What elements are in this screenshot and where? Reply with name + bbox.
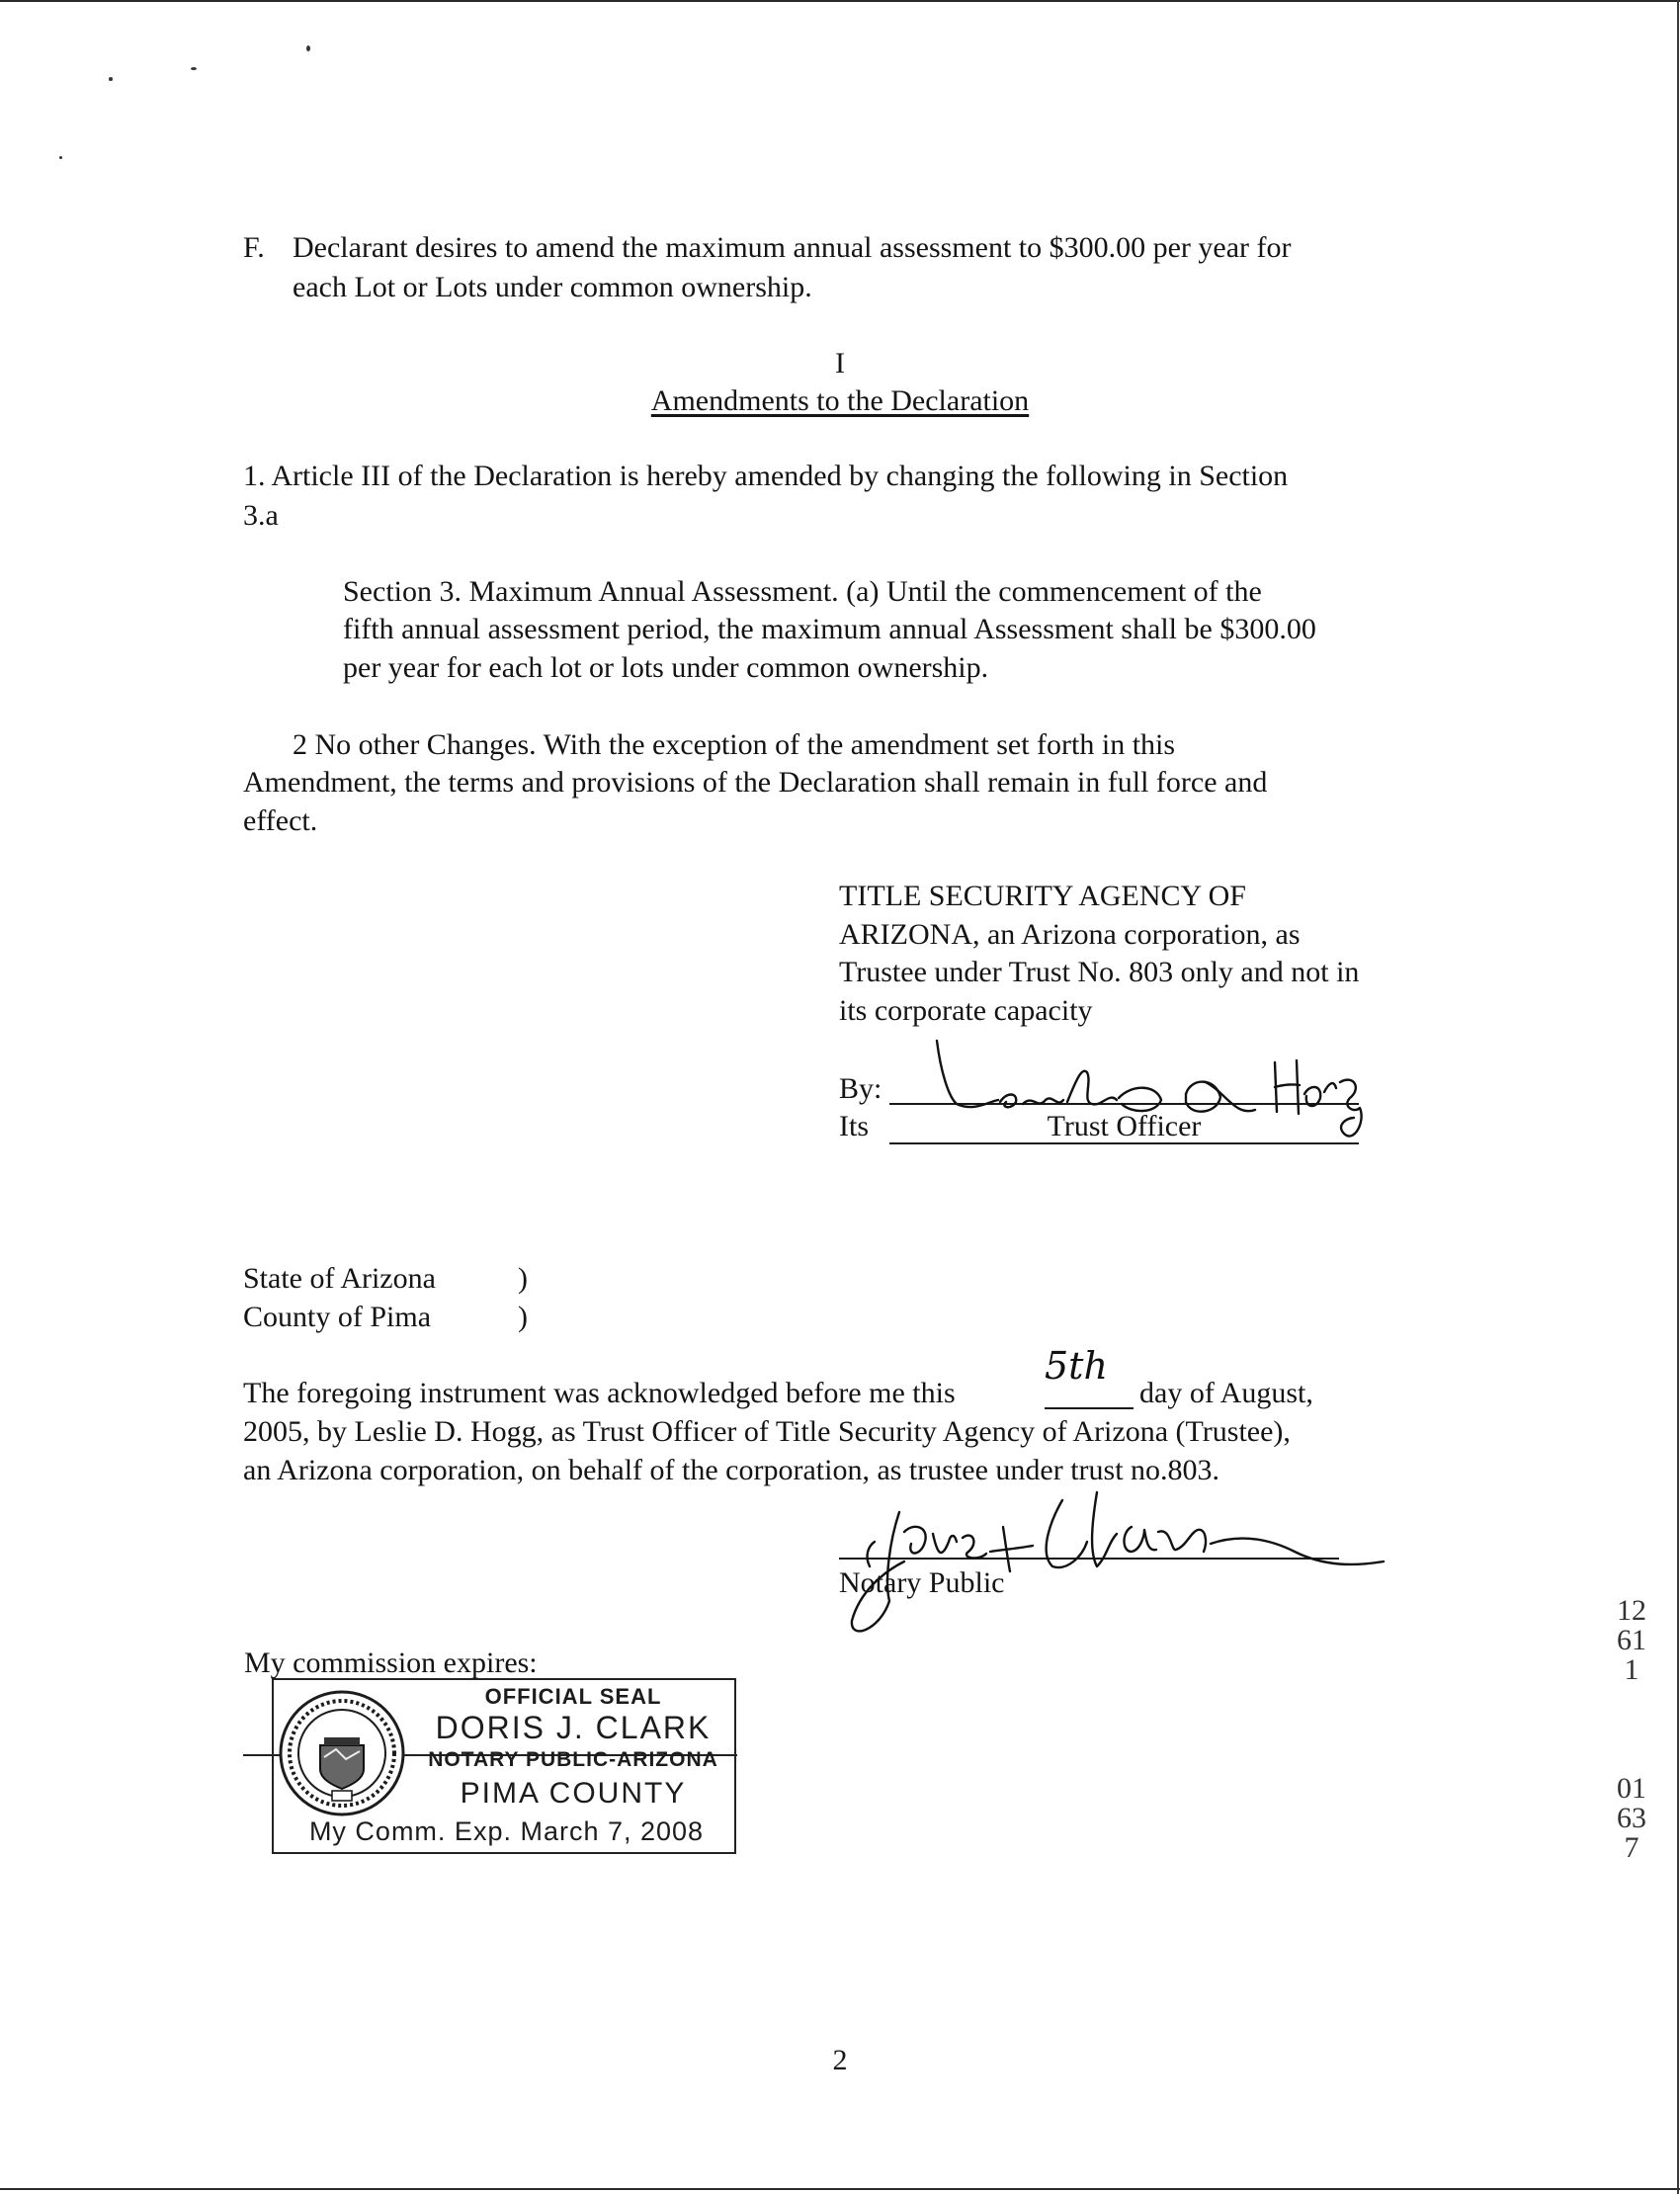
scan-speck — [59, 156, 62, 159]
recording-number-bottom: 01637 — [1617, 1772, 1646, 1864]
signatory-line-3: Trustee under Trust No. 803 only and not in — [839, 956, 1360, 988]
notary-public-label: Notary Public — [839, 1566, 1005, 1599]
acknowledgment-line-1-start: The foregoing instrument was acknowledged before me this — [243, 1377, 956, 1409]
seal-line-expiration: My Comm. Exp. March 7, 2008 — [308, 1816, 705, 1846]
seal-line-official-seal: OFFICIAL SEAL — [484, 1684, 662, 1709]
venue-paren-2: ) — [518, 1301, 528, 1333]
acknowledgment-line-2: 2005, by Leslie D. Hogg, as Trust Officer of Title Security Agency of Arizona (Trustee), — [243, 1415, 1291, 1448]
paragraph-f-line-1: Declarant desires to amend the maximum annual assessment to $300.00 per year for — [293, 231, 1292, 264]
seal-line-county: PIMA COUNTY — [460, 1777, 687, 1810]
page-right-border — [1677, 0, 1679, 2194]
by-label: By: — [839, 1072, 882, 1105]
seal-line-name: DORIS J. CLARK — [435, 1710, 712, 1745]
day-underline — [1045, 1407, 1134, 1409]
item-1-line-1: 1. Article III of the Declaration is hereby amended by changing the following in Section — [243, 460, 1289, 492]
scan-speck — [109, 77, 113, 81]
scan-speck — [306, 45, 310, 51]
signatory-line-1: TITLE SECURITY AGENCY OF — [839, 880, 1246, 912]
notary-signature — [830, 1473, 1463, 1641]
paragraph-f-letter: F. — [243, 231, 265, 264]
item-2-line-2: Amendment, the terms and provisions of the Declaration shall remain in full force and — [243, 766, 1268, 799]
acknowledgment-line-3: an Arizona corporation, on behalf of the corporation, as trustee under trust no.803. — [243, 1454, 1220, 1486]
acknowledgment-day-handwritten: 5th — [1045, 1344, 1108, 1388]
its-title: Trust Officer — [1047, 1110, 1202, 1142]
section-3-line-3: per year for each lot or lots under common ownership. — [343, 651, 989, 684]
trust-officer-signature — [889, 1023, 1384, 1151]
page-number: 2 — [832, 2044, 848, 2076]
venue-county: County of Pima — [243, 1301, 432, 1333]
seal-line-notary-public: NOTARY PUBLIC-ARIZONA — [428, 1748, 718, 1771]
scan-speck — [191, 67, 197, 70]
commission-label: My commission expires: — [244, 1646, 538, 1679]
page-top-border — [0, 0, 1680, 2]
item-2-line-1: 2 No other Changes. With the exception of the amendment set forth in this — [293, 728, 1176, 761]
item-1-line-2: 3.a — [243, 499, 279, 532]
section-3-line-1: Section 3. Maximum Annual Assessment. (a) Until the commencement of the — [343, 575, 1262, 608]
paragraph-f-line-2: each Lot or Lots under common ownership. — [293, 271, 812, 303]
item-2-line-3: effect. — [243, 804, 318, 837]
venue-state: State of Arizona — [243, 1262, 436, 1295]
article-numeral: I — [835, 347, 845, 380]
article-title: Amendments to the Declaration — [650, 384, 1030, 417]
its-label: Its — [839, 1110, 869, 1142]
venue-paren-1: ) — [518, 1262, 528, 1295]
section-3-line-2: fifth annual assessment period, the maximum annual Assessment shall be $300.00 — [343, 613, 1316, 645]
signatory-line-2: ARIZONA, an Arizona corporation, as — [839, 918, 1301, 951]
signatory-line-4: its corporate capacity — [839, 994, 1093, 1027]
arizona-state-seal-icon — [277, 1688, 407, 1818]
acknowledgment-line-1-end: day of August, — [1139, 1377, 1313, 1409]
page-bottom-border — [0, 2188, 1680, 2190]
recording-number-top: 12611 — [1617, 1594, 1646, 1686]
